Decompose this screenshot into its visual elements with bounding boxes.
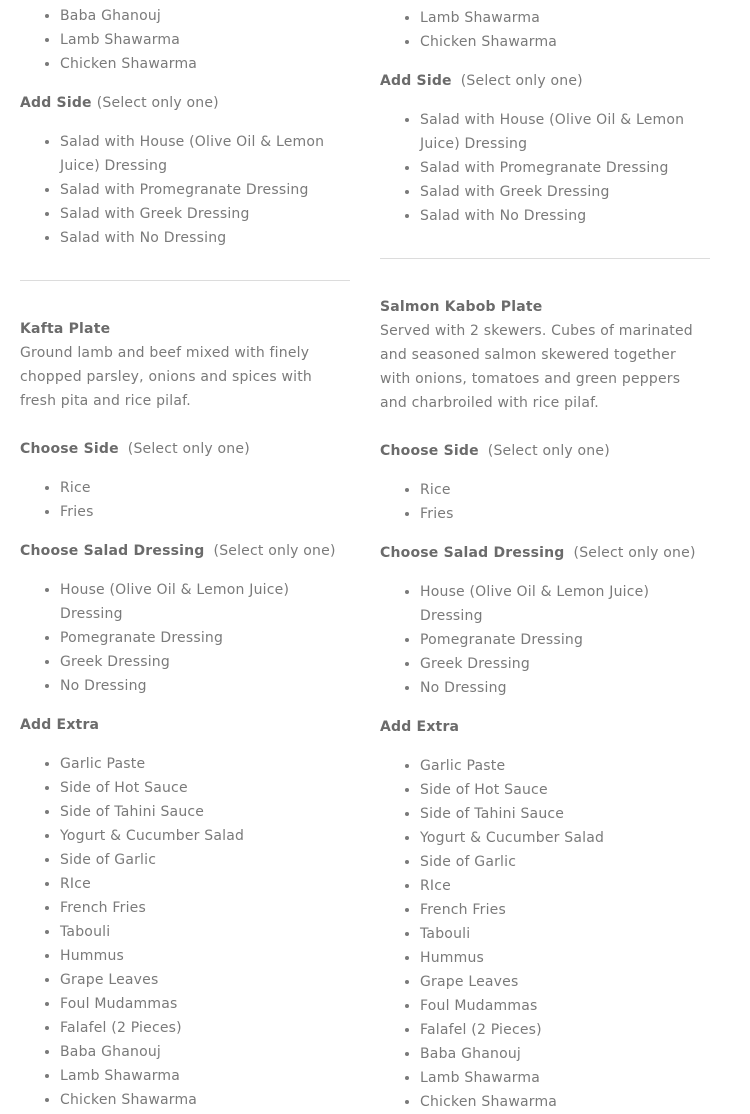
extra-option: • Falafel (2 Pieces)	[420, 1018, 710, 1042]
choose-dressing-heading	[20, 539, 350, 563]
choose-side-options	[20, 476, 350, 524]
extra-option: • Yogurt & Cucumber Salad	[60, 824, 350, 848]
extra-option: • Chicken Shawarma	[420, 1090, 710, 1114]
plate-title: Kafta Plate	[20, 321, 111, 337]
divider	[20, 280, 350, 281]
extra-option: • Garlic Paste	[420, 754, 710, 778]
add-extra-heading	[20, 713, 350, 737]
extra-option: • Hummus	[420, 946, 710, 970]
extra-option: • Side of Tahini Sauce	[60, 800, 350, 824]
choose-dressing-options	[20, 578, 350, 698]
add-extra-options	[380, 754, 710, 1114]
add-side-heading	[380, 69, 710, 93]
plate-description: Served with 2 skewers. Cubes of marinated and seasoned salmon skewered together with onions, tomatoes and green peppers and charbroiled with rice pilaf.	[380, 323, 693, 411]
extra-option: • Baba Ghanouj	[60, 1040, 350, 1064]
side-option: • Rice	[420, 478, 710, 502]
choose-dressing-options	[380, 580, 710, 700]
list-item: • Lamb Shawarma	[60, 28, 350, 52]
dressing-option: • No Dressing	[420, 676, 710, 700]
side-option: • Fries	[60, 500, 350, 524]
dressing-option: • House (Olive Oil & Lemon Juice) Dressing	[420, 580, 710, 628]
extra-option: • Hummus	[60, 944, 350, 968]
extra-option: • French Fries	[420, 898, 710, 922]
select-note: (Select only one)	[96, 95, 219, 111]
divider	[380, 258, 710, 259]
section-label: Choose Salad Dressing	[20, 543, 205, 559]
choose-side-heading	[380, 439, 710, 463]
section-label: Add Extra	[20, 717, 100, 733]
left-top-list	[20, 4, 350, 76]
select-note: (Select only one)	[213, 543, 336, 559]
side-option: • Salad with Greek Dressing	[60, 202, 350, 226]
side-option: • Salad with House (Olive Oil & Lemon Juice) Dressing	[60, 130, 350, 178]
select-note: (Select only one)	[487, 443, 610, 459]
extra-option: • Side of Garlic	[60, 848, 350, 872]
section-label: Add Side	[20, 95, 92, 111]
extra-option: • Foul Mudammas	[420, 994, 710, 1018]
section-label: Choose Side	[20, 441, 119, 457]
left-menu-column	[20, 0, 350, 1112]
extra-option: • Side of Garlic	[420, 850, 710, 874]
add-extra-options	[20, 752, 350, 1112]
dressing-option: • House (Olive Oil & Lemon Juice) Dressing	[60, 578, 350, 626]
choose-side-options	[380, 478, 710, 526]
dressing-option: • Pomegranate Dressing	[420, 628, 710, 652]
side-option: • Salad with Promegranate Dressing	[420, 156, 710, 180]
section-label: Choose Side	[380, 443, 479, 459]
side-option: • Rice	[60, 476, 350, 500]
side-option: • Salad with Greek Dressing	[420, 180, 710, 204]
extra-option: • Lamb Shawarma	[60, 1064, 350, 1088]
side-option: • Salad with No Dressing	[420, 204, 710, 228]
extra-option: • Lamb Shawarma	[420, 1066, 710, 1090]
extra-option: • Side of Hot Sauce	[60, 776, 350, 800]
plate-description: Ground lamb and beef mixed with finely chopped parsley, onions and spices with fresh pita and rice pilaf.	[20, 345, 312, 409]
extra-option: • Grape Leaves	[60, 968, 350, 992]
extra-option: • Baba Ghanouj	[420, 1042, 710, 1066]
plate-title: Salmon Kabob Plate	[380, 299, 543, 315]
list-item: • Lamb Shawarma	[420, 6, 710, 30]
choose-side-heading	[20, 437, 350, 461]
list-item: • Chicken Shawarma	[60, 52, 350, 76]
section-label: Add Side	[380, 73, 452, 89]
extra-option: • Grape Leaves	[420, 970, 710, 994]
right-menu-column	[380, 0, 710, 1114]
section-label: Choose Salad Dressing	[380, 545, 565, 561]
extra-option: • Side of Hot Sauce	[420, 778, 710, 802]
section-label: Add Extra	[380, 719, 460, 735]
add-extra-heading	[380, 715, 710, 739]
extra-option: • RIce	[60, 872, 350, 896]
dressing-option: • No Dressing	[60, 674, 350, 698]
dressing-option: • Greek Dressing	[420, 652, 710, 676]
side-option: • Salad with No Dressing	[60, 226, 350, 250]
add-side-options	[20, 130, 350, 250]
select-note: (Select only one)	[127, 441, 250, 457]
side-option: • Fries	[420, 502, 710, 526]
side-option: • Salad with Promegranate Dressing	[60, 178, 350, 202]
extra-option: • Falafel (2 Pieces)	[60, 1016, 350, 1040]
dressing-option: • Pomegranate Dressing	[60, 626, 350, 650]
extra-option: • Foul Mudammas	[60, 992, 350, 1016]
add-side-heading	[20, 91, 350, 115]
list-item: • Chicken Shawarma	[420, 30, 710, 54]
right-top-list	[380, 6, 710, 54]
extra-option: • French Fries	[60, 896, 350, 920]
list-item: • Baba Ghanouj	[60, 4, 350, 28]
extra-option: • Yogurt & Cucumber Salad	[420, 826, 710, 850]
choose-dressing-heading	[380, 541, 710, 565]
extra-option: • Garlic Paste	[60, 752, 350, 776]
extra-option: • RIce	[420, 874, 710, 898]
extra-option: • Side of Tahini Sauce	[420, 802, 710, 826]
select-note: (Select only one)	[460, 73, 583, 89]
extra-option: • Tabouli	[420, 922, 710, 946]
add-side-options	[380, 108, 710, 228]
extra-option: • Chicken Shawarma	[60, 1088, 350, 1112]
select-note: (Select only one)	[573, 545, 696, 561]
side-option: • Salad with House (Olive Oil & Lemon Juice) Dressing	[420, 108, 710, 156]
extra-option: • Tabouli	[60, 920, 350, 944]
dressing-option: • Greek Dressing	[60, 650, 350, 674]
